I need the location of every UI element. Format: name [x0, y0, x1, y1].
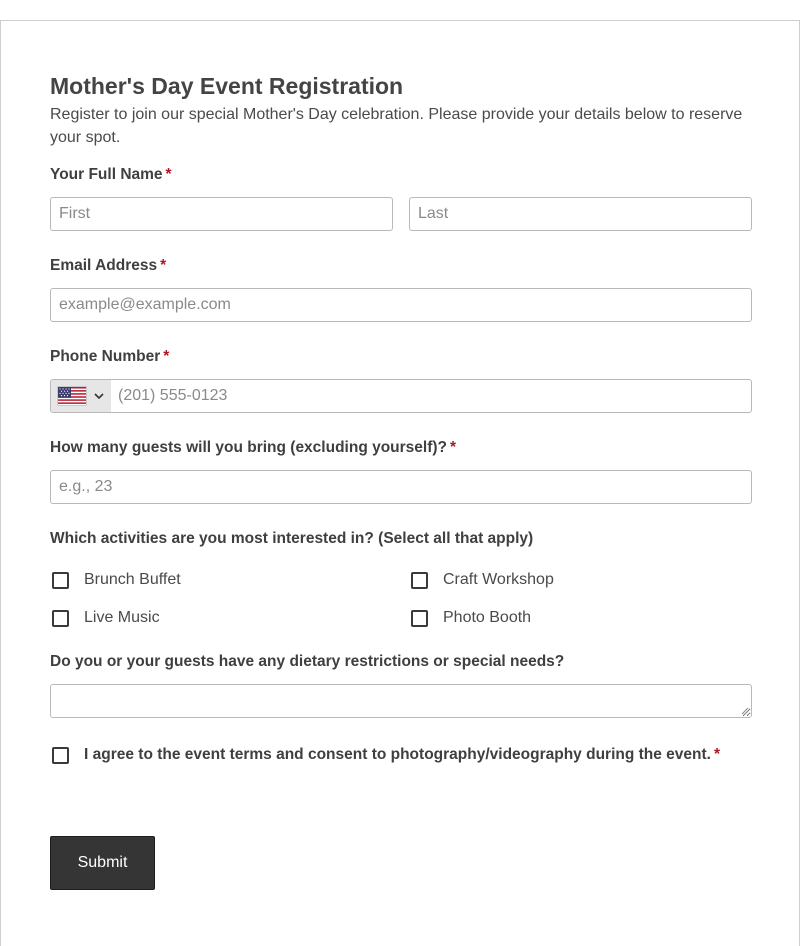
form-card: [0, 20, 800, 946]
dietary-textarea[interactable]: [50, 684, 752, 718]
guests-label-text: How many guests will you bring (excluding yourself)?: [50, 439, 448, 456]
email-input[interactable]: [50, 288, 752, 322]
first-name-input[interactable]: [50, 197, 393, 231]
activity-option-label: Photo Booth: [443, 609, 532, 626]
email-label: [50, 257, 166, 275]
terms-label: [84, 746, 720, 764]
form-title: Mother's Day Event Registration: [50, 73, 404, 99]
phone-label-text: Phone Number: [50, 348, 161, 365]
activity-option-craft-workshop[interactable]: [411, 571, 554, 589]
required-marker: *: [713, 746, 721, 763]
checkbox[interactable]: [411, 610, 428, 627]
form-description: Register to join our special Mother's Day celebration. Please provide your details below to reserve your spot.: [50, 106, 743, 146]
activity-option-live-music[interactable]: [52, 609, 160, 627]
phone-field: [50, 379, 752, 413]
submit-button[interactable]: Submit: [50, 836, 155, 890]
terms-consent[interactable]: [52, 746, 720, 764]
full-name-label: [50, 166, 172, 184]
required-marker: *: [160, 257, 167, 274]
checkbox[interactable]: [52, 572, 69, 589]
chevron-down-icon: [94, 391, 104, 401]
last-name-input[interactable]: [409, 197, 752, 231]
required-marker: *: [165, 166, 172, 183]
guests-input[interactable]: [50, 470, 752, 504]
dietary-label: Do you or your guests have any dietary restrictions or special needs?: [50, 653, 565, 670]
guests-label: [50, 439, 456, 457]
phone-input[interactable]: [111, 380, 751, 412]
full-name-label-text: Your Full Name: [50, 166, 163, 183]
required-marker: *: [163, 348, 170, 365]
checkbox[interactable]: [52, 747, 69, 764]
activity-option-label: Live Music: [84, 609, 160, 626]
checkbox[interactable]: [52, 610, 69, 627]
country-code-dropdown[interactable]: [51, 380, 111, 412]
phone-label: [50, 348, 169, 366]
activity-option-label: Brunch Buffet: [84, 571, 181, 588]
dietary-field: [50, 684, 752, 718]
terms-label-text: I agree to the event terms and consent to photography/videography during the event.: [84, 746, 711, 763]
us-flag-icon: [57, 386, 87, 406]
activity-option-photo-booth[interactable]: [411, 609, 531, 627]
required-marker: *: [450, 439, 457, 456]
checkbox[interactable]: [411, 572, 428, 589]
email-label-text: Email Address: [50, 257, 158, 274]
activity-option-label: Craft Workshop: [443, 571, 554, 588]
activities-label: Which activities are you most interested in? (Select all that apply): [50, 530, 534, 547]
activity-option-brunch-buffet[interactable]: [52, 571, 181, 589]
